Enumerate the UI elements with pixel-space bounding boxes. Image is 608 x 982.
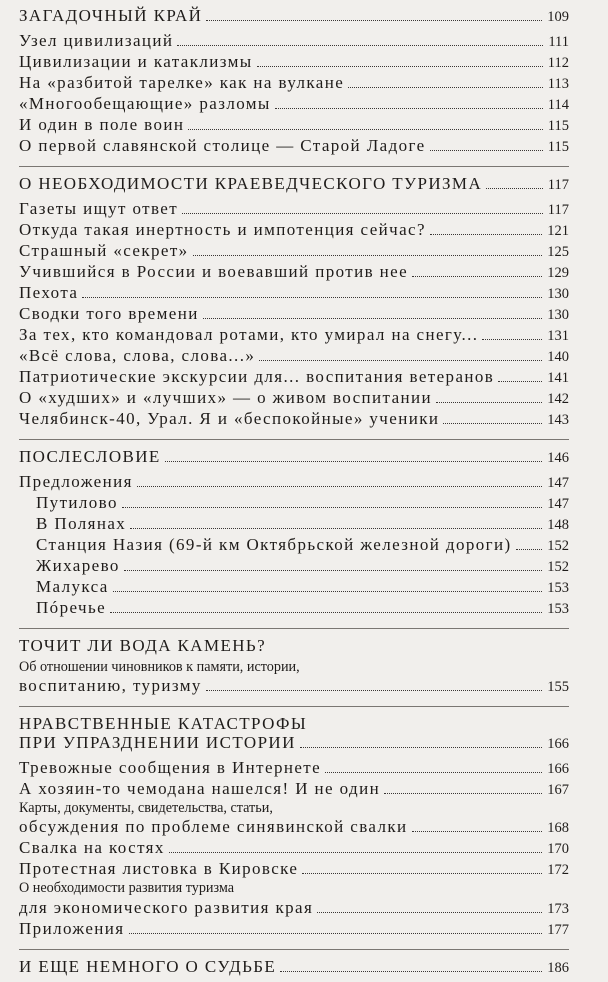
dot-leader [486, 188, 543, 189]
toc-section [19, 6, 569, 157]
entry-title: Предложения [19, 472, 133, 491]
section-heading-title: О НЕОБХОДИМОСТИ КРАЕВЕДЧЕСКОГО ТУРИЗМА [19, 174, 483, 193]
entry-title: О первой славянской столице — Старой Ладоге [19, 136, 426, 155]
dot-leader [124, 570, 542, 571]
section-heading-title: ПОСЛЕСЛОВИЕ [19, 447, 161, 466]
dot-leader [430, 234, 542, 235]
entry-row [19, 262, 569, 283]
section-entries [19, 655, 569, 697]
entry-row [19, 838, 569, 859]
entry-title: Узел цивилизаций [19, 31, 174, 50]
entry-row [19, 31, 569, 52]
entry-page-number: 113 [547, 76, 569, 92]
dot-leader [113, 591, 543, 592]
subentry-row [19, 514, 569, 535]
dot-leader [110, 612, 542, 613]
section-heading-page-number: 117 [547, 177, 569, 193]
entry-title: Патриотические экскурсии для... воспитания ветеранов [19, 367, 495, 386]
dot-leader [300, 747, 542, 748]
entry-page-number: 111 [548, 34, 569, 50]
toc-section [19, 949, 569, 982]
toc-section [19, 706, 569, 939]
entry-row [19, 283, 569, 304]
entry-title: Цивилизации и катаклизмы [19, 52, 253, 71]
entry-line: О необходимости развития туризма [19, 880, 235, 897]
entry-row [19, 199, 569, 220]
entry-title: На «разбитой тарелке» как на вулкане [19, 73, 345, 92]
subentry-title: Станция Назия (69-й км Октябрьской железной дороги) [36, 535, 512, 554]
subentry-title: Жихарево [36, 556, 120, 575]
section-heading-title: ПРИ УПРАЗДНЕНИИ ИСТОРИИ [19, 733, 296, 753]
entry-title: Протестная листовка в Кировске [19, 859, 299, 879]
subentry-page-number: 153 [547, 580, 569, 596]
section-heading-row [19, 447, 569, 468]
entry-row [19, 919, 569, 940]
entry-page-number: 130 [547, 286, 569, 302]
entry-title: обсуждения по проблеме синявинской свалки [19, 817, 408, 837]
subentry-title: Путилово [36, 493, 118, 512]
dot-leader [498, 381, 542, 382]
entry-page-number: 129 [547, 265, 569, 281]
dot-leader [169, 852, 542, 853]
entry-line: Об отношении чиновников к памяти, истории, [19, 659, 300, 675]
dot-leader [193, 255, 543, 256]
entry-title: А хозяин-то чемодана нашелся! И не один [19, 779, 381, 799]
section-heading-line: НРАВСТВЕННЫЕ КАТАСТРОФЫ [19, 714, 308, 734]
entry-title: Сводки того времени [19, 304, 199, 323]
entry-row [19, 115, 569, 136]
entry-page-number: 115 [547, 139, 569, 155]
entry-title: Тревожные сообщения в Интернете [19, 758, 322, 778]
entry-row [19, 676, 569, 697]
section-heading-row [19, 733, 569, 754]
toc-section [19, 628, 569, 697]
subentry-page-number: 148 [547, 517, 569, 533]
entry-page-number: 130 [547, 307, 569, 323]
dot-leader [82, 297, 542, 298]
entry-row [19, 779, 569, 800]
entry-title: О «худших» и «лучших» — о живом воспитании [19, 388, 433, 407]
dot-leader [325, 772, 542, 773]
entry-title: Пехота [19, 283, 79, 302]
dot-leader [436, 402, 542, 403]
section-entries [19, 195, 569, 430]
entry-page-number: 142 [547, 391, 569, 407]
entry-row [19, 136, 569, 157]
entry-row [19, 304, 569, 325]
subentry-page-number: 153 [547, 601, 569, 617]
entry-row [19, 94, 569, 115]
section-divider [19, 439, 569, 440]
entry-title: Свалка на костях [19, 838, 165, 858]
section-heading-page-number: 186 [547, 959, 569, 976]
subentry-row [19, 556, 569, 577]
section-heading-title: ТОЧИТ ЛИ ВОДА КАМЕНЬ? [19, 636, 267, 655]
section-divider [19, 166, 569, 167]
subentry-page-number: 152 [547, 538, 569, 554]
entry-page-number: 115 [547, 118, 569, 134]
entry-title: Приложения [19, 918, 125, 938]
entry-row [19, 220, 569, 241]
dot-leader [516, 549, 543, 550]
dot-leader [302, 873, 542, 874]
entry-page-number: 143 [547, 412, 569, 428]
dot-leader [384, 793, 542, 794]
entry-row [19, 346, 569, 367]
dot-leader [177, 45, 543, 46]
dot-leader [275, 108, 543, 109]
entry-title: И один в поле воин [19, 115, 185, 134]
section-divider [19, 706, 569, 707]
entry-page-number: 114 [547, 97, 569, 113]
entry-page-number: 168 [547, 820, 569, 837]
subentry-row [19, 577, 569, 598]
section-heading-title: И ЕЩЕ НЕМНОГО О СУДЬБЕ [19, 956, 277, 976]
entry-page-number: 112 [547, 55, 569, 71]
section-entries [19, 27, 569, 157]
dot-leader [280, 971, 542, 972]
section-heading-page-number: 166 [547, 736, 569, 753]
section-entries [19, 978, 569, 982]
dot-leader [130, 528, 542, 529]
entry-title: воспитанию, туризму [19, 676, 202, 696]
subentry-page-number: 152 [547, 559, 569, 575]
entry-page-number: 155 [547, 679, 569, 696]
entry-row [19, 859, 569, 880]
section-entries [19, 754, 569, 939]
entry-page-number: 170 [547, 841, 569, 858]
section-heading-row [19, 6, 569, 27]
table-of-contents [19, 0, 569, 982]
dot-leader [412, 276, 542, 277]
dot-leader [182, 213, 543, 214]
entry-page-number: 141 [547, 370, 569, 386]
section-heading-page-number: 146 [547, 450, 569, 466]
entry-row [19, 241, 569, 262]
subentry-title: Малукса [36, 577, 109, 596]
entry-title: Газеты ищут ответ [19, 199, 179, 218]
dot-leader [137, 486, 542, 487]
subentry-row [19, 493, 569, 514]
dot-leader [317, 912, 542, 913]
entry-title: «Всё слова, слова, слова...» [19, 346, 256, 365]
entry-row [19, 472, 569, 493]
entry-row [19, 758, 569, 779]
entry-row [19, 409, 569, 430]
subentry-row [19, 598, 569, 619]
toc-section [19, 439, 569, 619]
entry-row [19, 325, 569, 346]
entry-page-number: 121 [547, 223, 569, 239]
section-heading-title: ЗАГАДОЧНЫЙ КРАЙ [19, 6, 203, 25]
entry-title: Страшный «секрет» [19, 241, 189, 260]
entry-page-number: 147 [547, 475, 569, 491]
subentry-title: В Полянах [36, 514, 127, 533]
entry-row [19, 52, 569, 73]
dot-leader [348, 87, 543, 88]
section-heading-row [19, 174, 569, 195]
dot-leader [430, 150, 543, 151]
entry-title: Откуда такая инертность и импотенция сейчас? [19, 220, 426, 239]
entry-title: Учившийся в России и воевавший против нее [19, 262, 409, 281]
entry-row [19, 817, 569, 838]
entry-page-number: 125 [547, 244, 569, 260]
entry-page-number: 173 [547, 900, 569, 917]
dot-leader [443, 423, 542, 424]
subentry-page-number: 147 [547, 496, 569, 512]
dot-leader [206, 690, 542, 691]
entry-row [19, 73, 569, 94]
section-divider [19, 949, 569, 950]
entry-line: Карты, документы, свидетельства, статьи, [19, 800, 273, 817]
dot-leader [203, 318, 543, 319]
entry-page-number: 177 [547, 921, 569, 938]
entry-row [19, 367, 569, 388]
dot-leader [482, 339, 542, 340]
dot-leader [165, 461, 543, 462]
toc-section [19, 166, 569, 430]
dot-leader [206, 20, 542, 21]
entry-row [19, 898, 569, 919]
section-divider [19, 628, 569, 629]
entry-page-number: 131 [547, 328, 569, 344]
subentry-row [19, 535, 569, 556]
section-heading-row [19, 636, 569, 655]
entry-title: «Многообещающие» разломы [19, 94, 271, 113]
entry-page-number: 166 [547, 761, 569, 778]
dot-leader [412, 831, 543, 832]
entry-title: За тех, кто командовал ротами, кто умирал на снегу... [19, 325, 479, 344]
entry-title: Челябинск-40, Урал. Я и «беспокойные» ученики [19, 409, 440, 428]
entry-title: для экономического развития края [19, 897, 314, 917]
subentry-title: Пóречье [36, 598, 107, 617]
section-heading-row [19, 957, 569, 978]
entry-page-number: 140 [547, 349, 569, 365]
dot-leader [188, 129, 542, 130]
entry-page-number: 117 [547, 202, 569, 218]
dot-leader [129, 933, 543, 934]
dot-leader [257, 66, 543, 67]
entry-page-number: 172 [547, 862, 569, 879]
heading-gap [19, 978, 569, 982]
entry-row [19, 388, 569, 409]
dot-leader [122, 507, 542, 508]
entry-page-number: 167 [547, 782, 569, 799]
dot-leader [259, 360, 542, 361]
section-heading-page-number: 109 [547, 9, 569, 25]
section-entries [19, 468, 569, 619]
